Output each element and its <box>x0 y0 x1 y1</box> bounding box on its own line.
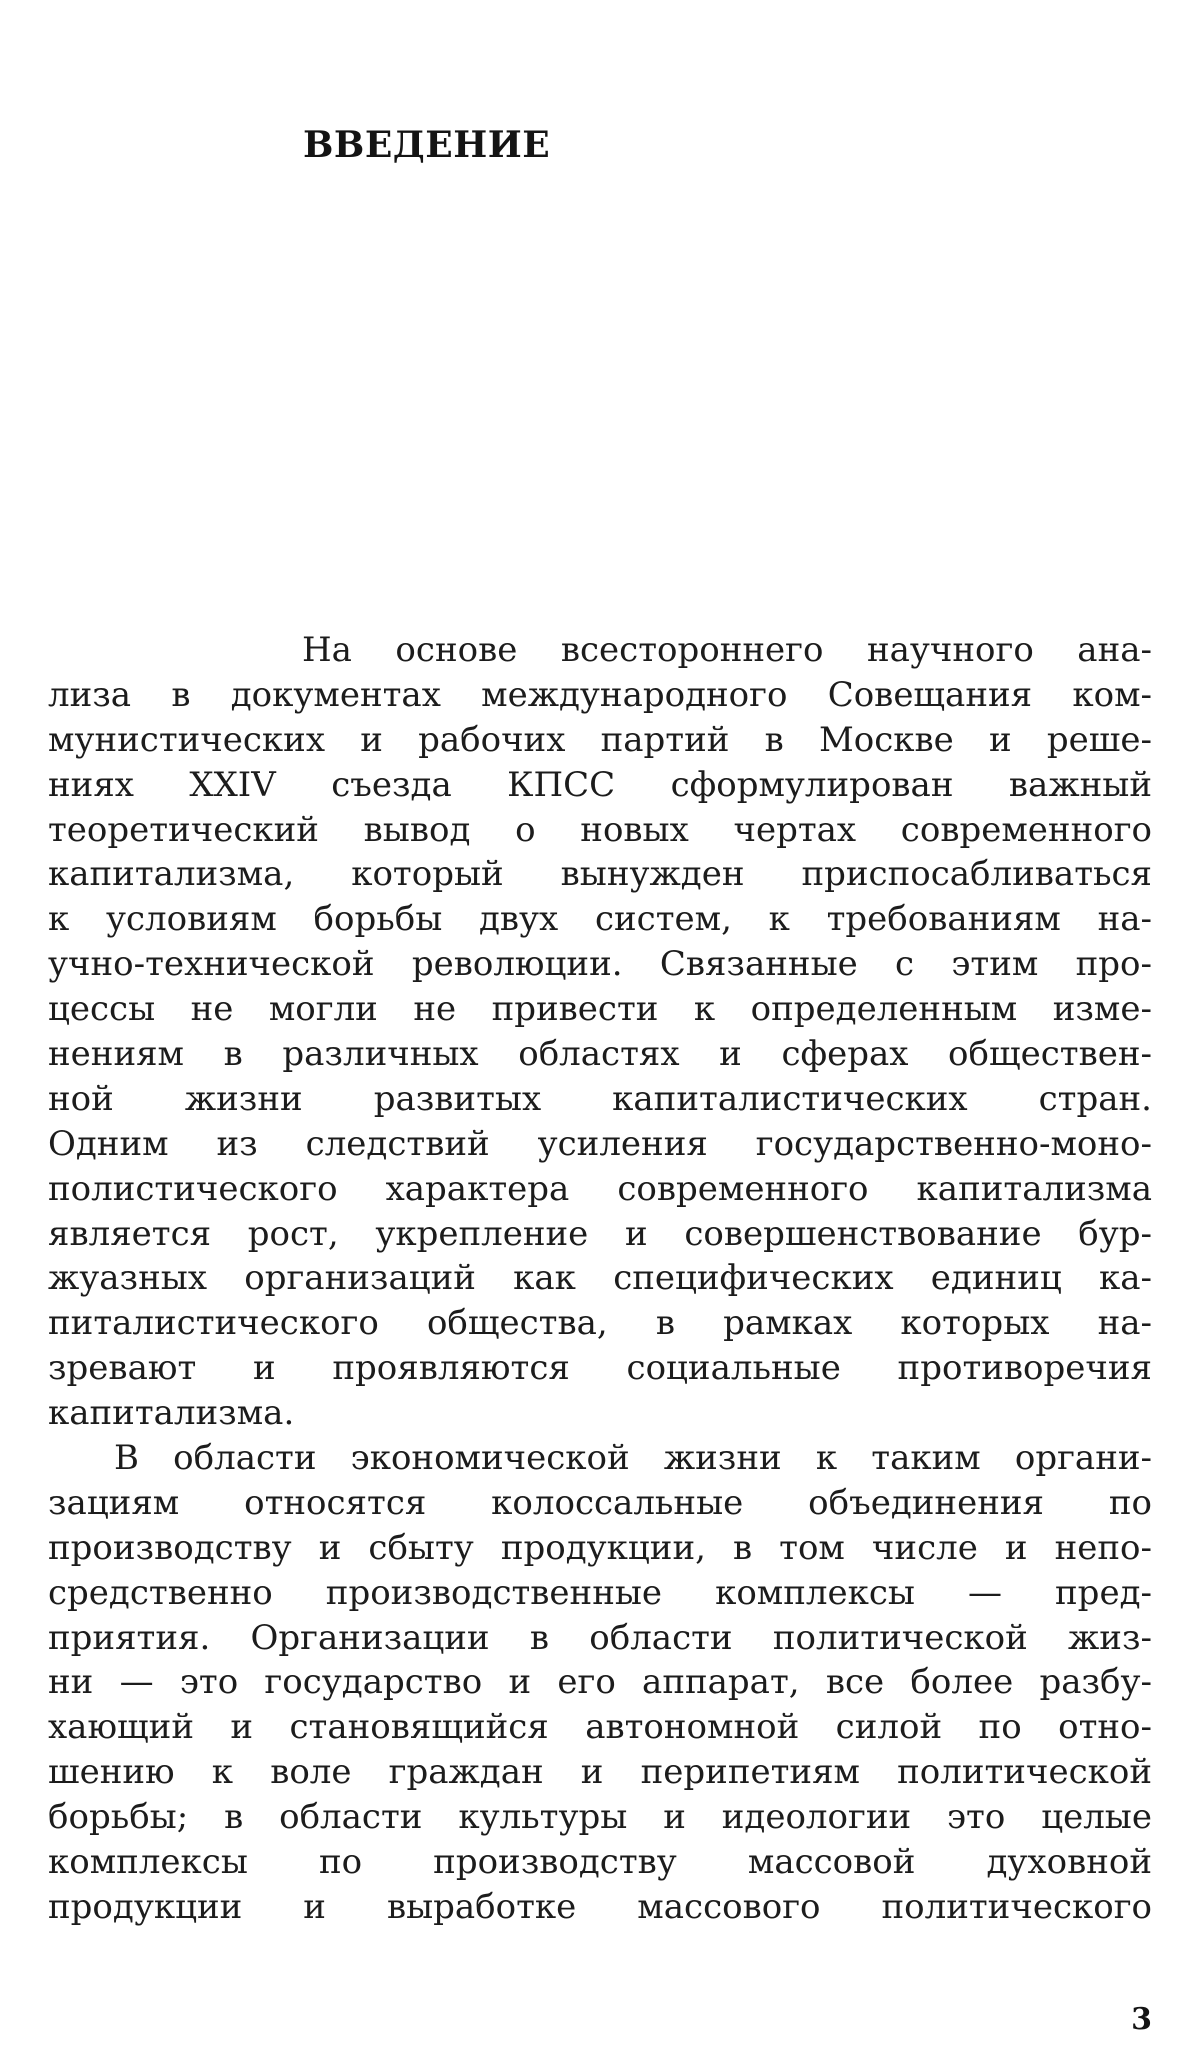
text-line: хающий и становящийся автономной силой по отно- <box>48 1707 1152 1748</box>
text-line: к условиям борьбы двух систем, к требованиям на- <box>48 899 1152 940</box>
text-line: полистического характера современного капитализма <box>48 1168 1152 1209</box>
text-line: является рост, укрепление и совершенствование бур- <box>48 1213 1152 1254</box>
page-number: 3 <box>1131 2002 1152 2037</box>
text-line: В области экономической жизни к таким органи- <box>114 1438 1152 1479</box>
text-line: ной жизни развитых капиталистических стран. <box>48 1078 1152 1119</box>
text-line: питалистического общества, в рамках которых на- <box>48 1303 1152 1344</box>
text-line: комплексы по производству массовой духовной <box>48 1842 1152 1883</box>
text-line: ниях XXIV съезда КПСС сформулирован важный <box>48 764 1152 805</box>
text-line: лиза в документах международного Совещания ком- <box>48 674 1152 715</box>
text-line: капитализма. <box>48 1393 295 1434</box>
chapter-heading: ВВЕДЕНИЕ <box>303 124 551 166</box>
text-line: приятия. Организации в области политической жиз- <box>48 1617 1152 1658</box>
text-line: средственно производственные комплексы — пред- <box>48 1572 1152 1613</box>
text-line: мунистических и рабочих партий в Москве и реше- <box>48 719 1152 760</box>
text-line: ни — это государство и его аппарат, все более разбу- <box>48 1662 1152 1703</box>
text-line: учно-технической революции. Связанные с этим про- <box>48 944 1152 985</box>
text-line: зревают и проявляются социальные противоречия <box>48 1348 1152 1389</box>
text-line: теоретический вывод о новых чертах современного <box>48 809 1152 850</box>
text-line: производству и сбыту продукции, в том числе и непо- <box>48 1527 1152 1568</box>
text-line: борьбы; в области культуры и идеологии это целые <box>48 1797 1152 1838</box>
paragraph-2 <box>48 1436 1152 1930</box>
body-text <box>48 628 1152 1930</box>
paragraph-1 <box>48 628 1152 1436</box>
text-line: Одним из следствий усиления государственно-моно- <box>48 1123 1152 1164</box>
text-line: капитализма, который вынужден приспосабливаться <box>48 854 1152 895</box>
text-line: цессы не могли не привести к определенным изме- <box>48 989 1152 1030</box>
text-line: На основе всестороннего научного ана- <box>302 630 1152 670</box>
text-line: нениям в различных областях и сферах обществен- <box>48 1034 1152 1075</box>
text-line: зациям относятся колоссальные объединения по <box>48 1482 1152 1523</box>
text-line: продукции и выработке массового политического <box>48 1886 1152 1927</box>
text-line: жуазных организаций как специфических единиц ка- <box>48 1258 1152 1299</box>
text-line: шению к воле граждан и перипетиям политической <box>48 1752 1152 1793</box>
